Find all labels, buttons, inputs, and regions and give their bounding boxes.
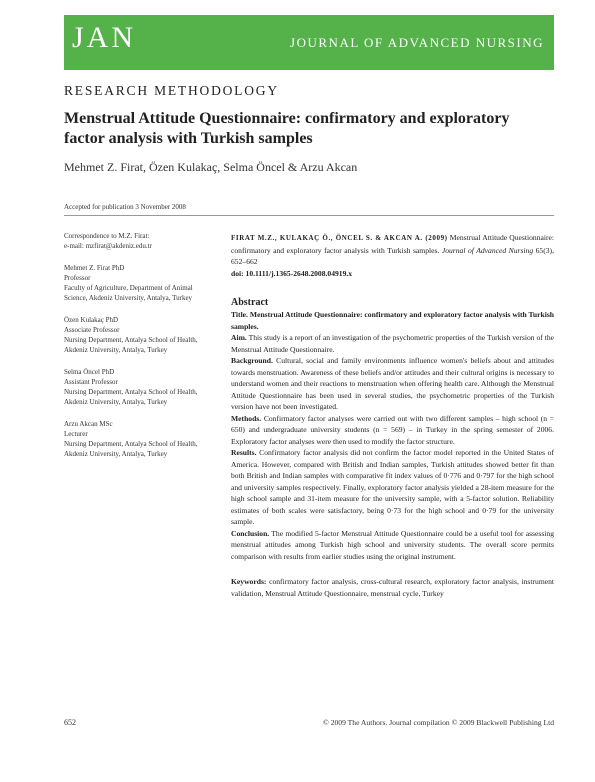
abstract-aim [231, 332, 554, 355]
header-divider [64, 215, 554, 216]
citation-doi[interactable]: doi: 10.1111/j.1365-2648.2008.04919.x [231, 268, 353, 278]
author-role: Lecturer [64, 430, 88, 438]
author-name: Özen Kulakaç PhD [64, 316, 119, 324]
citation-volume: 65(3), 652–662 [231, 245, 554, 266]
abstract-text: This study is a report of an investigation of the psychometric properties of the Turkish version of the Menstrual Attitude Questionnaire. [231, 333, 554, 354]
abstract-title-paragraph [231, 309, 554, 332]
citation [231, 232, 554, 279]
page-number: 652 [64, 718, 76, 727]
journal-name: JOURNAL OF ADVANCED NURSING [290, 35, 544, 50]
abstract-methods [231, 413, 554, 448]
citation-title: Menstrual Attitude Questionnaire: confirmatory and exploratory factor analysis with Turkish samples. [231, 233, 554, 255]
author-name: Selma Öncel PhD [64, 368, 115, 376]
author-institution: Faculty of Agriculture, Department of Animal Science, Akdeniz University, Antalya, Turkey [64, 284, 193, 302]
journal-banner [64, 15, 554, 70]
author-affiliation [64, 263, 214, 303]
abstract-text: The modified 5-factor Menstrual Attitude Questionnaire could be a useful tool for assessing menstrual attitudes among Turkish high school and university students. The overall score permits comparison with results from earlier studies using the original instrument. [231, 528, 554, 561]
author-name: Arzu Akcan MSc [64, 420, 113, 428]
accepted-date: Accepted for publication 3 November 2008 [64, 203, 186, 211]
author-institution: Nursing Department, Antalya School of Health, Akdeniz University, Antalya, Turkey [64, 336, 198, 354]
abstract-label: Aim. [231, 333, 247, 342]
abstract-text: Menstrual Attitude Questionnaire: confirmatory and exploratory factor analysis with Turkish samples. [231, 310, 554, 331]
citation-authors: FIRAT M.Z., KULAKAÇ Ö., ÖNCEL S. & AKCAN A. (2009) [231, 234, 448, 242]
correspondence-label: Correspondence to M.Z. Firat: [64, 232, 150, 240]
citation-journal: Journal of Advanced Nursing [441, 245, 534, 255]
section-label: RESEARCH METHODOLOGY [64, 83, 279, 98]
author-role: Associate Professor [64, 326, 120, 334]
author-institution: Nursing Department, Antalya School of Health, Akdeniz University, Antalya, Turkey [64, 440, 198, 458]
abstract-text: Confirmatory factor analyses were carried out with two different samples – high school (n = 650) and undergraduate university students (n = 569) – in Turkey in the spring semester of 2006. Exploratory factor analyses were then used to modify the factor structure. [231, 413, 555, 446]
author-role: Assistant Professor [64, 378, 118, 386]
author-role: Professor [64, 274, 91, 282]
author-affiliation [64, 315, 214, 355]
abstract-conclusion [231, 528, 554, 563]
author-affiliation [64, 419, 214, 459]
author-institution: Nursing Department, Antalya School of Health, Akdeniz University, Antalya, Turkey [64, 388, 198, 406]
keywords-label: Keywords: [231, 577, 267, 586]
copyright: © 2009 The Authors. Journal compilation © 2009 Blackwell Publishing Ltd [323, 718, 554, 727]
keywords-text: confirmatory factor analysis, cross-cultural research, exploratory factor analysis, instrument validation, Menstrual Attitude Questionnaire, menstrual cycle, Turkey [231, 577, 555, 598]
main-column [231, 232, 554, 599]
journal-logo: JAN [72, 21, 137, 54]
abstract-results [231, 447, 554, 528]
abstract-text: Confirmatory factor analysis did not confirm the factor model reported in the United States of America. However, compared with British and Indian samples, Turkish attitudes showed better fit than both British and Indian samples with comparative fit index values of 0·776 and 0·797 for the high school and university samples respectively. Finally, exploratory factor analysis yielded a 28-item measure for the high school sample and 31-item measure for the university sample, with a 5-factor solution. Reliability estimates of both scales were satisfactory, being 0·73 for the high school and 0·79 for the university sample. [231, 448, 555, 526]
abstract-label: Conclusion. [231, 528, 270, 538]
abstract-label: Background. [231, 356, 273, 365]
correspondence-email[interactable]: e-mail: mzfirat@akdeniz.edu.tr [64, 242, 152, 250]
abstract-background [231, 355, 554, 413]
abstract-heading: Abstract [231, 297, 269, 308]
sidebar [64, 231, 214, 471]
author-name: Mehmet Z. Firat PhD [64, 264, 125, 272]
abstract-text: Cultural, social and family environments influence women's beliefs about and attitudes towards menstruation. Awareness of these beliefs and/or attitudes and their cultural origins is necessary to understand women and their reactions to menstruation when offering health care. Although the Menstrual Attitude Questionnaire has been used in several studies, the psychometric properties of the Turkish version have not been investigated. [231, 356, 555, 411]
author-affiliation [64, 367, 214, 407]
keywords [231, 576, 554, 599]
correspondence-block [64, 231, 214, 251]
abstract-label: Results. [231, 448, 257, 457]
abstract-label: Title. [231, 310, 248, 319]
author-list: Mehmet Z. Firat, Özen Kulakaç, Selma Öncel & Arzu Akcan [64, 160, 358, 174]
article-title: Menstrual Attitude Questionnaire: confirmatory and exploratory factor analysis with Turkish samples [64, 110, 510, 147]
abstract-label: Methods. [231, 413, 262, 423]
